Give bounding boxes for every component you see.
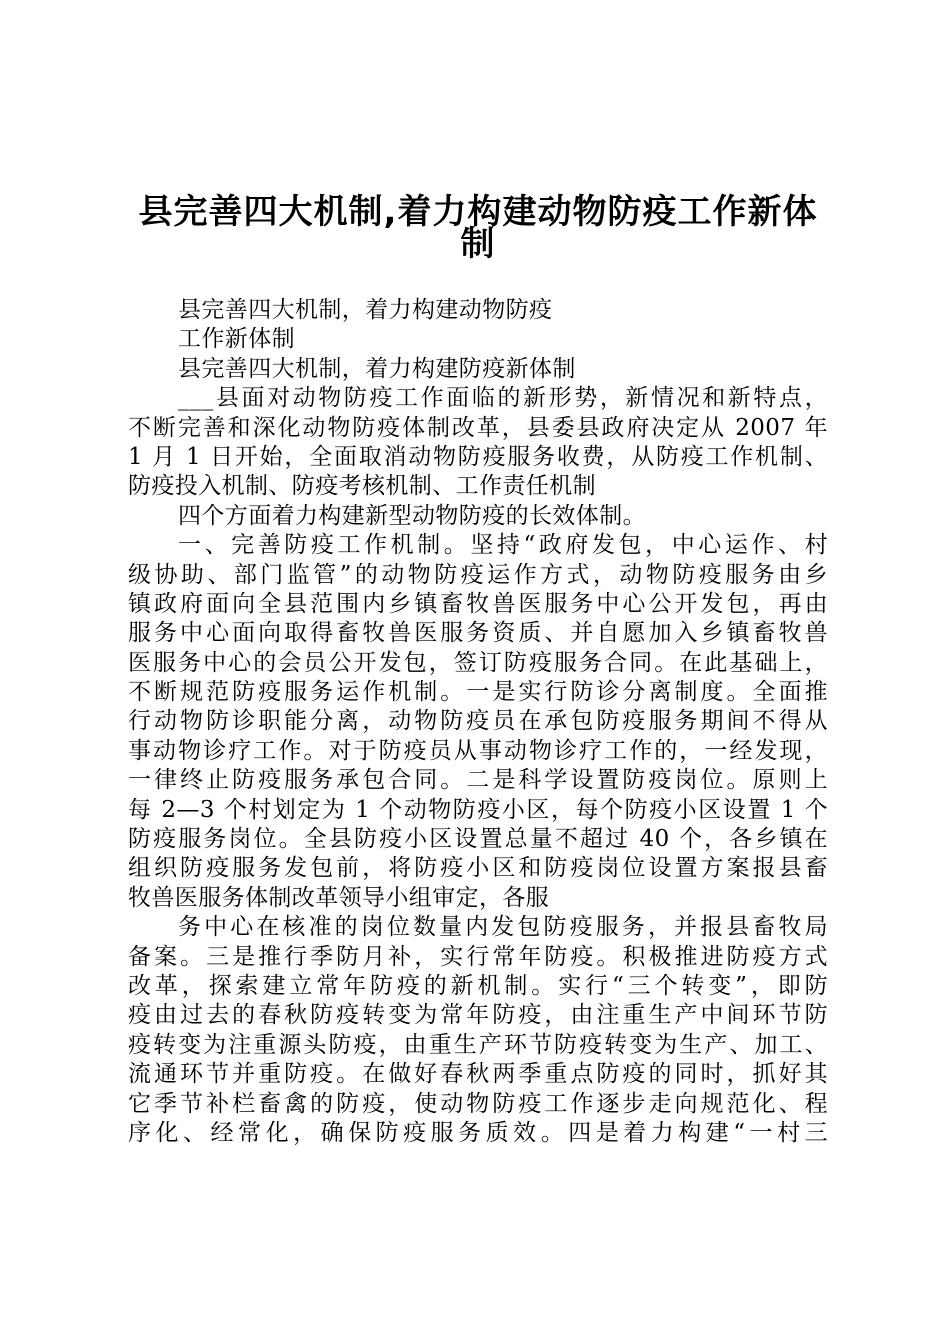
body-line: 防疫服务岗位。全县防疫小区设置总量不超过 40 个，各乡镇在 bbox=[128, 826, 828, 853]
body-line: 县完善四大机制，着力构建动物防疫 bbox=[178, 297, 553, 323]
body-line: 备案。三是推行季防月补，实行常年防疫。积极推进防疫方式 bbox=[128, 943, 828, 970]
body-line: 组织防疫服务发包前，将防疫小区和防疫岗位设置方案报县畜 bbox=[128, 855, 828, 882]
document-title-line-1: 县完善四大机制,着力构建动物防疫工作新体 bbox=[138, 192, 818, 232]
body-line: 一、完善防疫工作机制。坚持“政府发包，中心运作、村 bbox=[178, 532, 828, 559]
body-line: 务中心在核准的岗位数量内发包防疫服务，并报县畜牧局 bbox=[178, 914, 828, 941]
body-line: 镇政府面向全县范围内乡镇畜牧兽医服务中心公开发包，再由 bbox=[128, 590, 828, 617]
body-line: 行动物防诊职能分离，动物防疫员在承包防疫服务期间不得从 bbox=[128, 708, 828, 735]
body-line: 事动物诊疗工作。对于防疫员从事动物诊疗工作的，一经发现， bbox=[128, 737, 828, 764]
body-line: 服务中心面向取得畜牧兽医服务资质、并自愿加入乡镇畜牧兽 bbox=[128, 620, 828, 647]
body-line: 每 2—3 个村划定为 1 个动物防疫小区，每个防疫小区设置 1 个 bbox=[128, 796, 828, 823]
body-line: 医服务中心的会员公开发包，签订防疫服务合同。在此基础上， bbox=[128, 649, 828, 676]
body-line: 改革，探索建立常年防疫的新机制。实行“三个转变”，即防 bbox=[128, 972, 828, 999]
body-line: 四个方面着力构建新型动物防疫的长效体制。 bbox=[178, 502, 646, 529]
body-line: ___县面对动物防疫工作面临的新形势，新情况和新特点， bbox=[178, 385, 828, 412]
body-line: 流通环节并重防疫。在做好春秋两季重点防疫的同时，抓好其 bbox=[128, 1061, 828, 1088]
body-line: 疫转变为注重源头防疫，由重生产环节防疫转变为生产、加工、 bbox=[128, 1031, 828, 1058]
body-line: 工作新体制 bbox=[178, 326, 295, 353]
body-line: 疫由过去的春秋防疫转变为常年防疫，由注重生产中间环节防 bbox=[128, 1002, 828, 1029]
body-line: 县完善四大机制，着力构建防疫新体制 bbox=[178, 355, 576, 382]
document-body bbox=[128, 296, 828, 1148]
body-line: 不断规范防疫服务运作机制。一是实行防诊分离制度。全面推 bbox=[128, 679, 828, 706]
body-line: 级协助、部门监管”的动物防疫运作方式，动物防疫服务由乡 bbox=[128, 561, 828, 588]
body-line: 它季节补栏畜禽的防疫，使动物防疫工作逐步走向规范化、程 bbox=[128, 1090, 828, 1117]
body-line: 序化、经常化，确保防疫服务质效。四是着力构建“一村三 bbox=[128, 1119, 828, 1146]
body-line: 1 月 1 日开始，全面取消动物防疫服务收费，从防疫工作机制、 bbox=[128, 443, 828, 470]
body-line: 牧兽医服务体制改革领导小组审定，各服 bbox=[128, 884, 550, 911]
body-line: 防疫投入机制、防疫考核机制、工作责任机制 bbox=[128, 473, 596, 500]
document-title-line-2: 制 bbox=[460, 224, 496, 264]
body-line: 不断完善和深化动物防疫体制改革，县委县政府决定从 2007 年 bbox=[128, 414, 828, 441]
body-line: 一律终止防疫服务承包合同。二是科学设置防疫岗位。原则上 bbox=[128, 767, 828, 794]
